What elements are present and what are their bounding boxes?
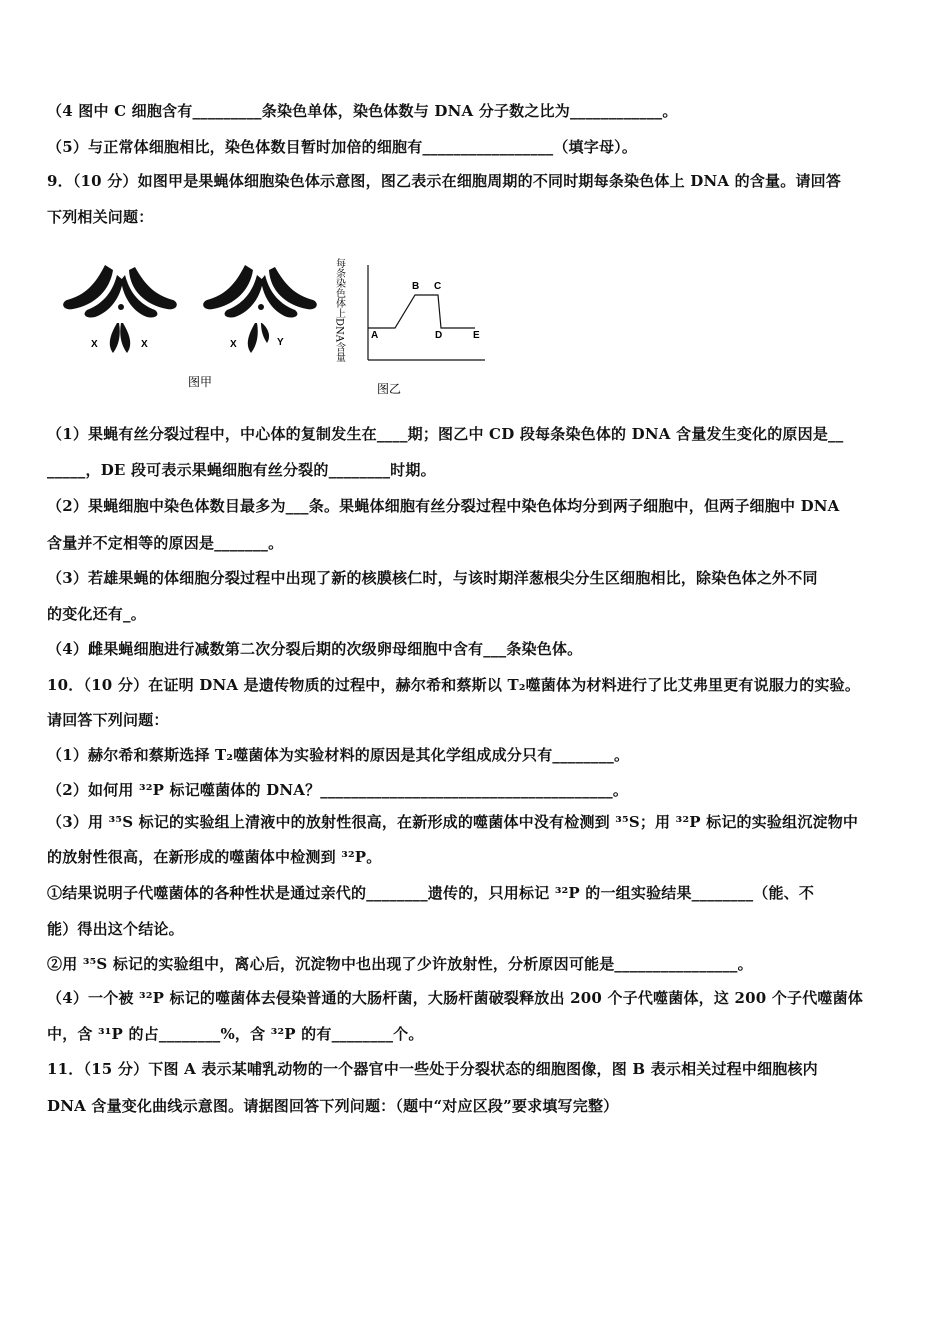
figure-jia-caption: 图甲 [188, 375, 213, 389]
chromosome-figure [55, 245, 495, 400]
text-line: （1）果蝇有丝分裂过程中，中心体的复制发生在____期；图乙中 CD 段每条染色体的 DNA 含量发生变化的原因是__ [47, 425, 844, 443]
question-11-title: 11．（15 分）下图 A 表示某哺乳动物的一个器官中一些处于分裂状态的细胞图像，图 B 表示相关过程中细胞核内 [47, 1060, 818, 1078]
text-line: 请回答下列问题： [47, 711, 169, 729]
y-axis-label: 每条染色体上DNA含量 [333, 258, 345, 362]
label-x: X [230, 339, 237, 350]
text-line: 的放射性很高，在新形成的噬菌体中检测到 ³²P。 [47, 848, 382, 866]
text-line: （4）雌果蝇细胞进行减数第二次分裂后期的次级卵母细胞中含有___条染色体。 [47, 640, 583, 658]
point-b: B [412, 281, 420, 292]
point-d: D [435, 330, 443, 341]
text-line: 含量并不定相等的原因是_______。 [47, 534, 284, 552]
dna-curve [368, 295, 475, 328]
point-c: C [434, 281, 442, 292]
text-line: （3）用 ³⁵S 标记的实验组上清液中的放射性很高，在新形成的噬菌体中没有检测到 ³⁵S；用 ³²P 标记的实验组沉淀物中 [47, 813, 859, 831]
text-line: （4）一个被 ³²P 标记的噬菌体去侵染普通的大肠杆菌，大肠杆菌破裂释放出 200 个子代噬菌体，这 200 个子代噬菌体 [47, 989, 864, 1007]
text-line: （4 图中 C 细胞含有_________条染色单体，染色体数与 DNA 分子数之比为____________。 [47, 102, 678, 120]
label-x: X [91, 339, 98, 350]
text-line: （5）与正常体细胞相比，染色体数目暂时加倍的细胞有_________________（填字母）。 [47, 138, 638, 156]
point-e: E [473, 330, 480, 341]
label-y: Y [277, 337, 284, 348]
figure-9 [55, 245, 495, 400]
text-line: 能）得出这个结论。 [47, 920, 184, 938]
point-a: A [371, 330, 379, 341]
text-line: 中，含 ³¹P 的占________%，含 ³²P 的有________个。 [47, 1025, 424, 1043]
text-line: DNA 含量变化曲线示意图。请据图回答下列问题：（题中“对应区段”要求填写完整） [47, 1097, 619, 1115]
text-line: ②用 ³⁵S 标记的实验组中，离心后，沉淀物中也出现了少许放射性，分析原因可能是________________。 [47, 955, 753, 973]
text-line: （2）果蝇细胞中染色体数目最多为___条。果蝇体细胞有丝分裂过程中染色体均分到两子细胞中，但两子细胞中 DNA [47, 497, 840, 515]
text-line: 下列相关问题： [47, 208, 154, 226]
text-line: （1）赫尔希和蔡斯选择 T₂噬菌体为实验材料的原因是其化学组成成分只有________。 [47, 746, 630, 764]
question-10-title: 10．（10 分）在证明 DNA 是遗传物质的过程中，赫尔希和蔡斯以 T₂噬菌体为材料进行了比艾弗里更有说服力的实验。 [47, 676, 861, 694]
figure-yi-caption: 图乙 [377, 382, 402, 396]
text-line: （2）如何用 ³²P 标记噬菌体的 DNA？______________________________________。 [47, 781, 629, 799]
figure-yi [368, 265, 485, 360]
text-line: ①结果说明子代噬菌体的各种性状是通过亲代的________遗传的，只用标记 ³²P 的一组实验结果________（能、不 [47, 884, 815, 902]
question-9-title: 9．（10 分）如图甲是果蝇体细胞染色体示意图，图乙表示在细胞周期的不同时期每条染色体上 DNA 的含量。请回答 [47, 172, 842, 190]
label-x: X [141, 339, 148, 350]
text-line: （3）若雄果蝇的体细胞分裂过程中出现了新的核膜核仁时，与该时期洋葱根尖分生区细胞相比，除染色体之外不同 [47, 569, 818, 587]
text-line: _____，DE 段可表示果蝇细胞有丝分裂的________时期。 [47, 461, 436, 479]
text-line: 的变化还有_。 [47, 605, 146, 623]
